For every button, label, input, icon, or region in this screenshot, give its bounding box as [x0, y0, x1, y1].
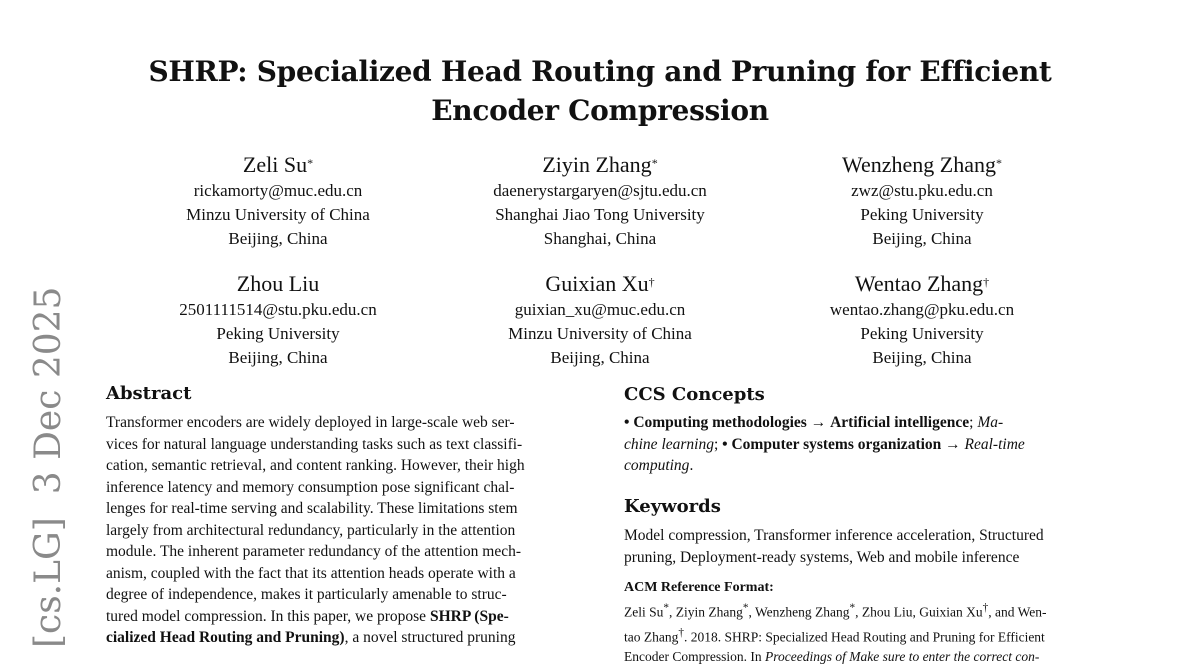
acm-ref-line: Encoder Compression. In Proceedings of Make sure to enter the correct con- — [624, 649, 1040, 664]
author-affiliation: Minzu University of China — [186, 205, 370, 224]
abstract-line: lenges for real-time serving and scalability. These limitations stem — [106, 500, 518, 517]
keywords-body — [624, 525, 1098, 568]
author-affiliation: Peking University — [216, 324, 340, 343]
author-location: Beijing, China — [228, 348, 328, 367]
ccs-line: computing. — [624, 457, 694, 474]
author-email: rickamorty@muc.edu.cn — [193, 181, 363, 200]
author-block — [450, 270, 750, 370]
abstract-line: largely from architectural redundancy, particularly in the attention — [106, 521, 516, 539]
acm-ref-body — [624, 598, 1098, 667]
acm-ref-line: Zeli Su*, Ziyin Zhang*, Wenzheng Zhang*, Zhou Liu, Guixian Xu†, and Wen- — [624, 602, 1047, 620]
keywords-line: Model compression, Transformer inference acceleration, Structured — [624, 527, 1044, 544]
abstract-line: inference latency and memory consumption pose significant chal- — [106, 478, 515, 496]
abstract-heading: Abstract — [106, 383, 192, 404]
author-location: Beijing, China — [872, 348, 972, 367]
keywords-heading: Keywords — [624, 496, 721, 517]
paper-title — [0, 52, 1200, 130]
author-name: Wentao Zhang† — [854, 271, 990, 296]
author-location: Beijing, China — [228, 229, 328, 248]
author-name: Zeli Su* — [242, 152, 314, 177]
abstract-line: cation, semantic retrieval, and content ranking. However, their high — [106, 457, 525, 474]
author-email: daenerystargaryen@sjtu.edu.cn — [493, 181, 707, 200]
author-block — [128, 270, 428, 370]
keywords-line: pruning, Deployment-ready systems, Web and mobile inference — [624, 548, 1020, 566]
abstract-line: module. The inherent parameter redundancy of the attention mech- — [106, 543, 522, 560]
abstract-body — [106, 412, 578, 649]
ccs-heading: CCS Concepts — [624, 384, 765, 405]
title-line-1: SHRP: Specialized Head Routing and Pruning for Efficient — [148, 55, 1052, 88]
author-name: Ziyin Zhang* — [542, 152, 658, 177]
author-block — [772, 270, 1072, 370]
ccs-line: chine learning; • Computer systems organization → Real-time — [624, 435, 1025, 453]
title-line-2: Encoder Compression — [431, 94, 769, 127]
author-email: wentao.zhang@pku.edu.cn — [829, 300, 1015, 319]
author-block — [450, 151, 750, 251]
author-name: Zhou Liu — [236, 271, 320, 296]
abstract-line: tured model compression. In this paper, we propose SHRP (Spe- — [106, 607, 509, 625]
author-location: Beijing, China — [872, 229, 972, 248]
author-email: guixian_xu@muc.edu.cn — [514, 300, 686, 319]
abstract-line: degree of independence, makes it particularly amenable to struc- — [106, 586, 507, 603]
arxiv-stamp — [19, 286, 79, 648]
author-affiliation: Peking University — [860, 324, 984, 343]
author-email: zwz@stu.pku.edu.cn — [851, 181, 993, 200]
author-block — [772, 151, 1072, 251]
author-block — [128, 151, 428, 251]
arxiv-stamp-text: [cs.LG] 3 Dec 2025 — [28, 286, 69, 648]
acm-ref-line: tao Zhang†. 2018. SHRP: Specialized Head Routing and Pruning for Efficient — [624, 626, 1045, 644]
acm-ref-heading: ACM Reference Format: — [624, 580, 774, 595]
author-location: Beijing, China — [550, 348, 650, 367]
author-email: 2501111514@stu.pku.edu.cn — [179, 300, 377, 319]
abstract-line: cialized Head Routing and Pruning), a novel structured pruning — [106, 629, 516, 646]
abstract-line: Transformer encoders are widely deployed in large-scale web ser- — [106, 414, 515, 431]
ccs-line: • Computing methodologies → Artificial intelligence; Ma- — [624, 414, 1004, 431]
ccs-body — [624, 412, 1098, 477]
author-name: Guixian Xu† — [545, 271, 655, 296]
author-location: Shanghai, China — [543, 229, 657, 248]
abstract-line: vices for natural language understanding tasks such as text classifi- — [106, 435, 523, 453]
author-affiliation: Minzu University of China — [508, 324, 692, 343]
author-affiliation: Shanghai Jiao Tong University — [495, 205, 705, 224]
abstract-line: anism, coupled with the fact that its attention heads operate with a — [106, 564, 516, 582]
author-name: Wenzheng Zhang* — [842, 152, 1002, 177]
author-affiliation: Peking University — [860, 205, 984, 224]
